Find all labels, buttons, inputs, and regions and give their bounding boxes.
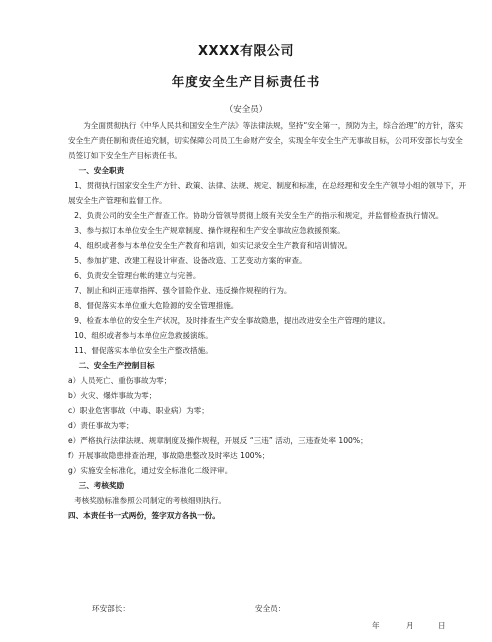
document-subtitle: （安全员） [224,105,268,115]
section-3-text: 考核奖励标准参照公司制定的考核细则执行。 [74,496,226,505]
duty-item: 11、督促落实本单位安全生产整改措施。 [74,346,213,355]
date-month: 月 [406,621,414,630]
goal-item: e）严格执行法律法规、规章制度及操作规程，开展反 “三违” 活动，三违查处率 100%； [68,436,368,445]
goal-item: d）责任事故为零； [68,421,134,430]
duty-item: 3、参与拟订本单位安全生产规章制度、操作规程和生产安全事故应急救援预案。 [74,226,345,235]
duty-item: 5、参加扩建、改建工程设计审查、设备改造、工艺变动方案的审查。 [74,256,307,265]
company-name: XXXX有限公司 [197,44,295,59]
goal-item: f）开展事故隐患排查治理，事故隐患整改及时率达 100%； [68,451,270,460]
duty-item: 8、督促落实本单位重大危险源的安全管理措施。 [74,301,239,310]
document-body [68,118,468,523]
duty-item: 7、制止和纠正违章指挥、强令冒险作业、违反操作规程的行为。 [74,286,292,295]
duty-item: 4、组织或者参与本单位安全生产教育和培训，如实记录安全生产教育和培训情况。 [74,241,353,250]
goal-item: a）人员死亡、重伤事故为零； [68,376,172,385]
section-3-heading: 三、考核奖励 [78,481,125,490]
goal-item: c）职业危害事故（中毒、职业病）为零； [68,406,209,415]
signature-label-right: 安全员： [255,604,286,613]
date-day: 日 [438,621,446,630]
signature-label-left: 环安部长： [92,604,130,613]
section-2-heading: 二、安全生产控制目标 [78,361,155,370]
document-title: 年度安全生产目标责任书 [171,74,321,89]
duty-item: 6、负责安全管理台帐的建立与完善。 [74,271,201,280]
goal-item: b）火灾、爆炸事故为零； [68,391,157,400]
date-year: 年 [372,621,380,630]
section-1-heading: 一、安全职责 [78,166,125,175]
intro-paragraph: 为全面贯彻执行《中华人民共和国安全生产法》等法律法规，坚持“安全第一，预防为主，综合治理”的方针，落实安全生产责任制和责任追究制，切实保障公司员工生命财产安全，实现全年安全生产无事故目标，公司环安部长与安全员签订如下安全生产目标责任书。 [68,121,464,160]
duty-item: 10、组织或者参与本单位应急救援演练。 [74,331,213,340]
duty-item: 9、检查本单位的安全生产状况，及时排查生产安全事故隐患，提出改进安全生产管理的建议。 [74,316,391,325]
goal-item: g）实施安全标准化，通过安全标准化二级评审。 [68,466,233,475]
duty-item: 2、负责公司的安全生产督查工作。协助分管领导贯彻上级有关安全生产的指示和规定，并监督检查执行情况。 [74,211,444,220]
duty-item: 1、贯彻执行国家安全生产方针、政策、法律、法规、规定、制度和标准，在总经理和安全生产领导小组的领导下，开展安全生产管理和监督工作。 [68,181,467,205]
section-4-heading: 四、本责任书一式两份，签字双方各执一份。 [68,511,220,520]
